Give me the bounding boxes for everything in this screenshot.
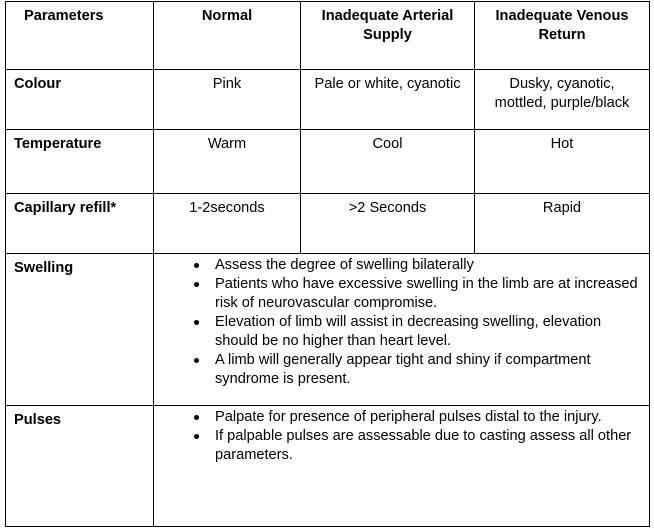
header-inadequate-venous-return: Inadequate Venous Return <box>475 2 650 70</box>
table-row-pulses <box>6 406 650 527</box>
swelling-bullet-list <box>161 256 642 389</box>
header-row <box>6 2 650 70</box>
list-item: A limb will generally appear tight and shiny if compartment syndrome is present. <box>215 351 642 389</box>
list-item: Palpate for presence of peripheral pulses distal to the injury. <box>215 408 642 427</box>
cell-temperature-normal: Warm <box>154 130 301 194</box>
row-label-temperature: Temperature <box>6 130 154 194</box>
row-label-swelling: Swelling <box>6 254 154 406</box>
header-normal: Normal <box>154 2 301 70</box>
table-row-swelling <box>6 254 650 406</box>
row-label-colour: Colour <box>6 70 154 130</box>
cell-pulses-notes <box>154 406 650 527</box>
cell-colour-arterial: Pale or white, cyanotic <box>301 70 475 130</box>
table-row-temperature <box>6 130 650 194</box>
list-item: Assess the degree of swelling bilaterally <box>215 256 642 275</box>
neurovascular-assessment-table <box>5 1 650 527</box>
row-label-capillary-refill: Capillary refill* <box>6 194 154 254</box>
cell-swelling-notes <box>154 254 650 406</box>
cell-temperature-arterial: Cool <box>301 130 475 194</box>
table-row-capillary-refill <box>6 194 650 254</box>
cell-colour-normal: Pink <box>154 70 301 130</box>
table-row-colour <box>6 70 650 130</box>
list-item: Elevation of limb will assist in decreasing swelling, elevation should be no higher than heart level. <box>215 313 642 351</box>
row-label-pulses: Pulses <box>6 406 154 527</box>
cell-capillary-refill-normal: 1-2seconds <box>154 194 301 254</box>
cell-capillary-refill-venous: Rapid <box>475 194 650 254</box>
cell-temperature-venous: Hot <box>475 130 650 194</box>
pulses-bullet-list <box>161 408 642 465</box>
cell-colour-venous: Dusky, cyanotic, mottled, purple/black <box>475 70 650 130</box>
list-item: Patients who have excessive swelling in the limb are at increased risk of neurovascular compromise. <box>215 275 642 313</box>
header-inadequate-arterial-supply: Inadequate Arterial Supply <box>301 2 475 70</box>
header-parameters: Parameters <box>6 2 154 70</box>
list-item: If palpable pulses are assessable due to casting assess all other parameters. <box>215 427 642 465</box>
cell-capillary-refill-arterial: >2 Seconds <box>301 194 475 254</box>
